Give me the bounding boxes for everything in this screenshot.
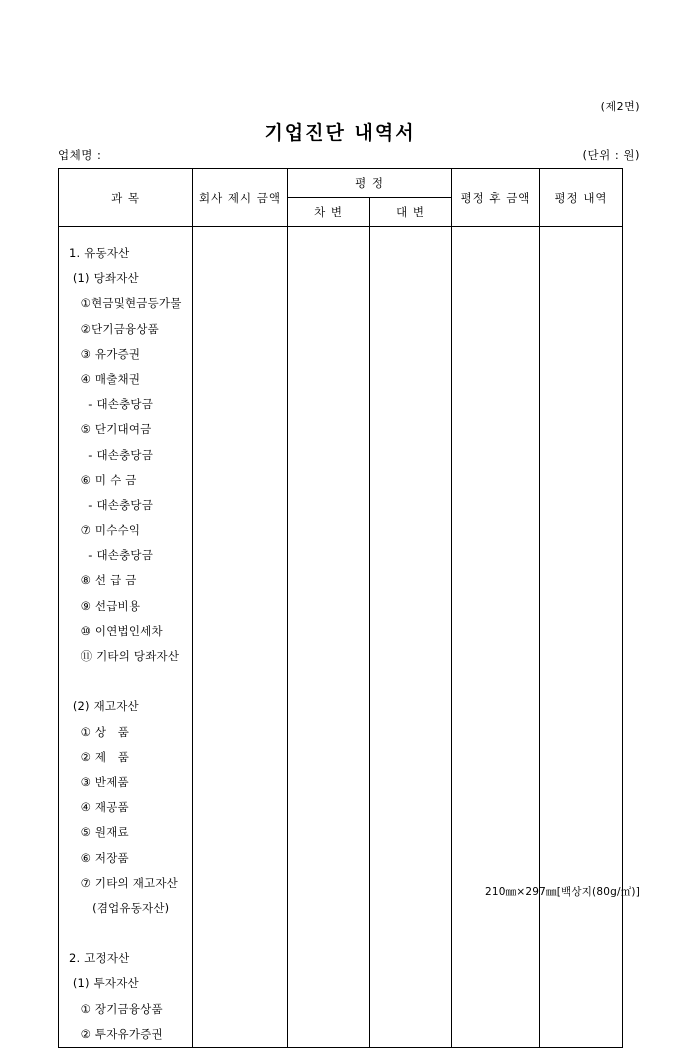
list-item: ④ 재공품	[69, 800, 129, 815]
header-assessment: 평 정	[288, 169, 452, 198]
list-item: ① 상 품	[69, 724, 130, 739]
list-item: ②단기금융상품	[69, 321, 159, 336]
list-item: ② 투자유가증권	[69, 1026, 163, 1041]
list-item: ② 제 품	[69, 749, 130, 764]
list-item: ⑤ 단기대여금	[69, 422, 152, 437]
page-marker: (제2면)	[600, 100, 640, 113]
company-amount-cell[interactable]	[193, 227, 288, 1048]
list-item: ⑩ 이연법인세차	[69, 623, 163, 638]
list-item: (겸업유동자산)	[69, 900, 170, 915]
page-title: 기업진단 내역서	[264, 122, 416, 144]
list-item	[59, 921, 192, 946]
list-item: ⑥ 미 수 금	[69, 472, 137, 487]
list-item: 2. 고정자산	[69, 951, 130, 966]
list-item: - 대손충당금	[69, 447, 154, 462]
table-header-row-1	[59, 169, 623, 198]
debit-cell[interactable]	[288, 227, 370, 1048]
list-item: ① 장기금융상품	[69, 1001, 163, 1016]
list-item: (2) 재고자산	[69, 699, 139, 714]
detail-cell[interactable]	[540, 227, 623, 1048]
item-list	[59, 227, 192, 1047]
company-name-label: 업체명 :	[58, 148, 102, 162]
item-list-cell	[59, 227, 193, 1048]
header-after-amount: 평정 후 금액	[452, 169, 540, 227]
subheader-row	[58, 147, 640, 163]
unit-label: (단위 : 원)	[582, 148, 640, 162]
header-detail: 평정 내역	[540, 169, 623, 227]
list-item: ⑦ 미수수익	[69, 523, 141, 538]
after-amount-cell[interactable]	[452, 227, 540, 1048]
list-item: ③ 유가증권	[69, 346, 141, 361]
list-item: ④ 매출채권	[69, 371, 141, 386]
list-item: 1. 유동자산	[69, 246, 130, 260]
list-item: ①현금및현금등가물	[69, 296, 182, 311]
list-item: ⑦ 기타의 재고자산	[69, 875, 178, 890]
list-item: ⑥ 저장품	[69, 850, 129, 865]
list-item: (1) 투자자산	[69, 976, 139, 991]
list-item: ⑧ 선 급 금	[69, 573, 137, 588]
list-item: ⑪ 기타의 당좌자산	[69, 649, 180, 663]
header-item: 과 목	[59, 169, 193, 227]
list-item: - 대손충당금	[69, 497, 154, 512]
list-item: ⑨ 선급비용	[69, 598, 141, 613]
header-company-amount: 회사 제시 금액	[193, 169, 288, 227]
header-credit: 대 변	[370, 198, 452, 227]
list-item: (1) 당좌자산	[69, 271, 139, 286]
list-item: - 대손충당금	[69, 548, 154, 563]
diagnosis-table	[58, 168, 623, 1048]
list-item: - 대손충당금	[69, 397, 154, 412]
list-item: ⑤ 원재료	[69, 825, 129, 840]
list-item	[59, 669, 192, 694]
table-body-row	[59, 227, 623, 1048]
credit-cell[interactable]	[370, 227, 452, 1048]
paper-spec-note: 210㎜×297㎜[백상지(80g/㎡)]	[485, 886, 640, 898]
header-debit: 차 변	[288, 198, 370, 227]
list-item: ③ 반제품	[69, 774, 129, 789]
